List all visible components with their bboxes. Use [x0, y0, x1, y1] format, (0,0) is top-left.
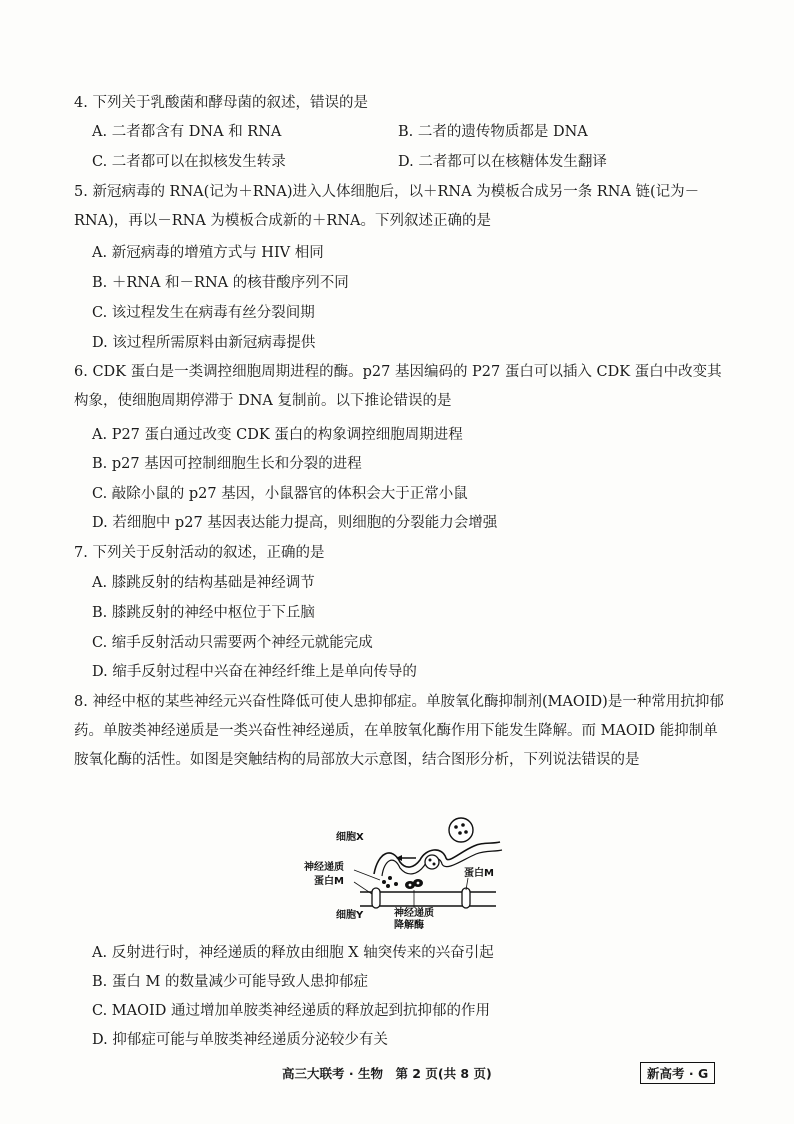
neurotransmitter-dot [388, 876, 392, 880]
question-4-option-a: A. 二者都含有 DNA 和 RNA [92, 124, 282, 140]
label-cell-x: 细胞X [336, 832, 364, 843]
question-6-option-d: D. 若细胞中 p27 基因表达能力提高，则细胞的分裂能力会增强 [92, 515, 498, 531]
vesicle-dot [464, 830, 468, 834]
synaptic-vesicle-large [449, 818, 473, 842]
label-protein-m-right: 蛋白M [464, 868, 494, 879]
vesicle-dot [454, 825, 458, 829]
question-8-option-d: D. 抑郁症可能与单胺类神经递质分泌较少有关 [92, 1032, 388, 1048]
enzyme-hole [409, 884, 412, 887]
question-8-stem: 8. 神经中枢的某些神经元兴奋性降低可使人患抑郁症。单胺氧化酶抑制剂(MAOID)是一种常用抗抑郁药。单胺类神经递质是一类兴奋性神经递质，在单胺氧化酶作用下能发生降解。而 MAOID 能抑制单胺氧化酶的活性。如图是突触结构的局部放大示意图，结合图形分析，下列说法错误的是 [74, 694, 724, 768]
vesicle-dot [429, 859, 432, 862]
footer-exam-badge: 新高考 · G [640, 1062, 715, 1084]
question-7-option-d: D. 缩手反射过程中兴奋在神经纤维上是单向传导的 [92, 664, 417, 680]
question-8-option-b: B. 蛋白 M 的数量减少可能导致人患抑郁症 [92, 974, 368, 990]
synaptic-vesicle [425, 855, 439, 869]
vesicle-dot [458, 831, 462, 835]
neurotransmitter-dot [386, 884, 390, 888]
label-cell-y: 细胞Y [336, 910, 364, 921]
label-protein-m-left: 蛋白M [314, 876, 344, 887]
question-5-stem: 5. 新冠病毒的 RNA(记为＋RNA)进入人体细胞后，以＋RNA 为模板合成另一条 RNA 链(记为－RNA)，再以－RNA 为模板合成新的＋RNA。下列叙述正确的是 [74, 184, 700, 229]
question-4-option-d: D. 二者都可以在核糖体发生翻译 [398, 154, 607, 170]
question-4-option-c: C. 二者都可以在拟核发生转录 [92, 154, 286, 170]
vesicle-dot [433, 863, 436, 866]
question-6-option-a: A. P27 蛋白通过改变 CDK 蛋白的构象调控细胞周期进程 [92, 427, 463, 443]
question-7-option-c: C. 缩手反射活动只需要两个神经元就能完成 [92, 635, 373, 651]
neurotransmitter-dot [394, 882, 398, 886]
question-5-option-c: C. 该过程发生在病毒有丝分裂间期 [92, 305, 315, 321]
synapse-diagram [296, 812, 526, 930]
question-7-option-b: B. 膝跳反射的神经中枢位于下丘脑 [92, 605, 315, 621]
question-4-stem: 4. 下列关于乳酸菌和酵母菌的叙述，错误的是 [74, 95, 368, 111]
question-7-option-a: A. 膝跳反射的结构基础是神经调节 [92, 575, 315, 591]
question-6-option-c: C. 敲除小鼠的 p27 基因，小鼠器官的体积会大于正常小鼠 [92, 486, 468, 502]
label-enzyme-line1: 神经递质 [394, 908, 434, 919]
vesicle-dot [461, 823, 465, 827]
label-leader [354, 870, 380, 880]
footer-page-info: 高三大联考 · 生物 第 2 页(共 8 页) [282, 1066, 492, 1081]
protein-m-receptor-left [372, 888, 380, 908]
question-6-stem: 6. CDK 蛋白是一类调控细胞周期进程的酶。p27 基因编码的 P27 蛋白可以插入 CDK 蛋白中改变其构象，使细胞周期停滞于 DNA 复制前。以下推论错误的是 [74, 364, 722, 409]
question-7-stem: 7. 下列关于反射活动的叙述，正确的是 [74, 545, 325, 561]
label-neurotransmitter: 神经递质 [304, 862, 344, 873]
neurotransmitter-dot [382, 880, 386, 884]
question-5-option-b: B. ＋RNA 和－RNA 的核苷酸序列不同 [92, 275, 349, 291]
question-4-option-b: B. 二者的遗传物质都是 DNA [398, 124, 588, 140]
label-enzyme-line2: 降解酶 [394, 920, 424, 930]
question-6-option-b: B. p27 基因可控制细胞生长和分裂的进程 [92, 456, 362, 472]
question-8-option-c: C. MAOID 通过增加单胺类神经递质的释放起到抗抑郁的作用 [92, 1003, 490, 1019]
question-5-option-d: D. 该过程所需原料由新冠病毒提供 [92, 335, 316, 351]
question-5-option-a: A. 新冠病毒的增殖方式与 HIV 相同 [92, 245, 324, 261]
protein-m-receptor-right [462, 888, 470, 908]
question-8-option-a: A. 反射进行时，神经递质的释放由细胞 X 轴突传来的兴奋引起 [92, 945, 494, 961]
enzyme-hole [417, 882, 420, 885]
